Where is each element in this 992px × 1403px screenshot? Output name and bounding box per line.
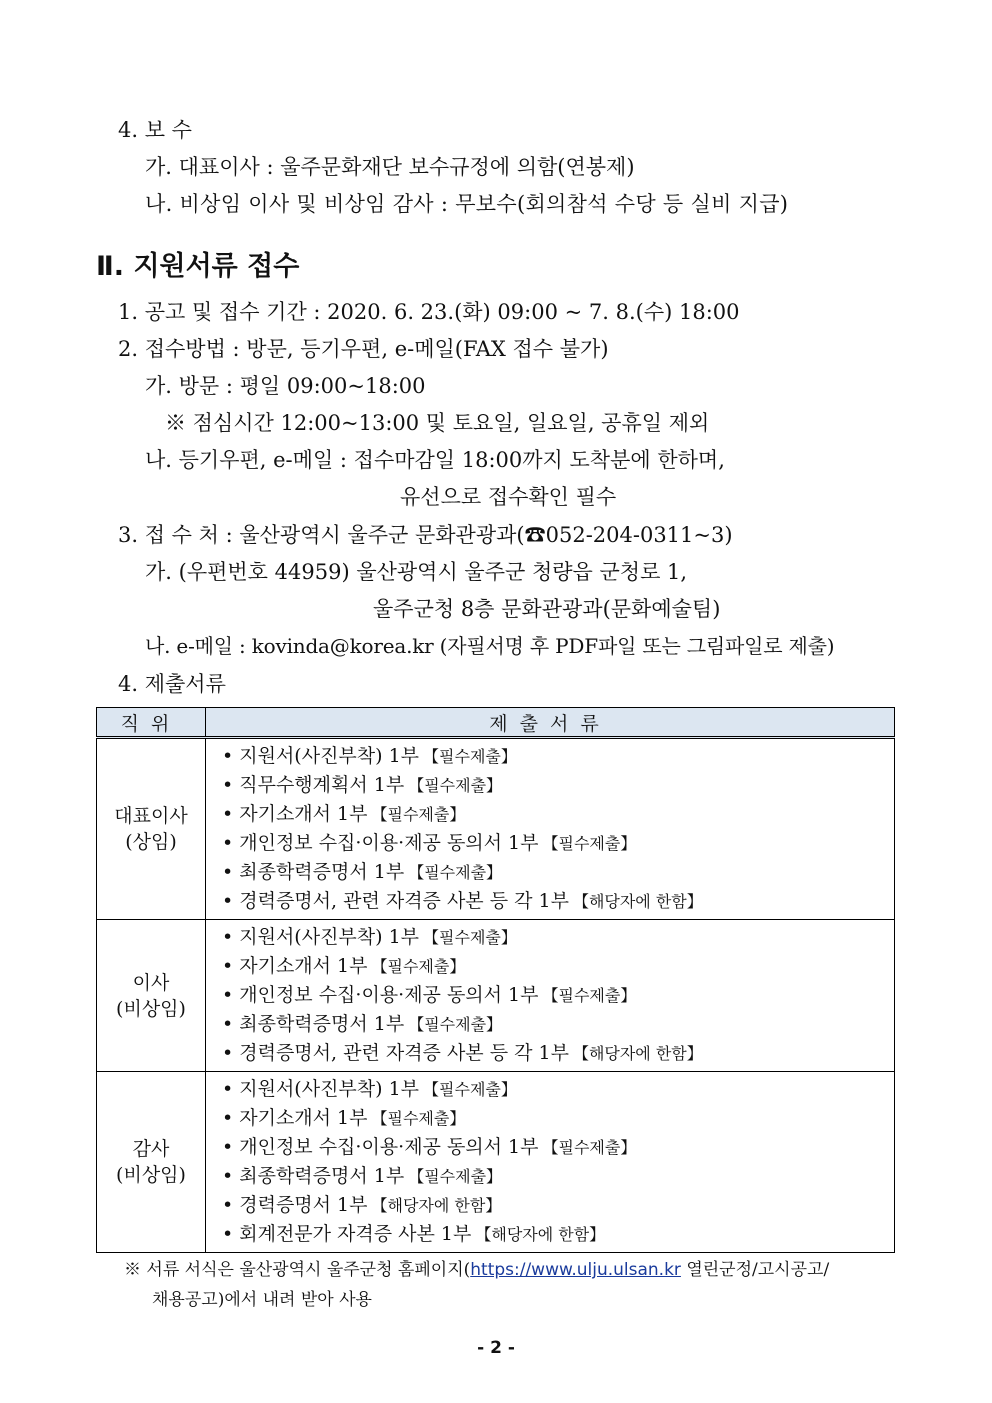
- footnote-line-1: [124, 1256, 829, 1284]
- list-item: • 경력증명서, 관련 자격증 사본 등 각 1부 【해당자에 한함】: [222, 1042, 703, 1064]
- documents-title: 4. 제출서류: [118, 672, 226, 696]
- list-item: • 경력증명서 1부 【해당자에 한함】: [222, 1194, 502, 1216]
- homepage-link[interactable]: https://www.ulju.ulsan.kr: [470, 1260, 681, 1280]
- page-number: - 2 -: [477, 1338, 515, 1358]
- salary-item-nonexec: 나. 비상임 이사 및 비상임 감사 : 무보수(회의참석 수당 등 실비 지급): [145, 192, 789, 216]
- table-header: [97, 708, 895, 738]
- position-name: 이사: [132, 971, 170, 994]
- position-cell: [97, 738, 206, 920]
- list-item: • 회계전문가 자격증 사본 1부 【해당자에 한함】: [222, 1223, 606, 1245]
- position-name: 대표이사: [114, 805, 188, 827]
- position-cell: [97, 1072, 206, 1253]
- method-title: 2. 접수방법 : 방문, 등기우편, e-메일(FAX 접수 불가): [118, 337, 609, 361]
- method-note: ※ 점심시간 12:00~13:00 및 토요일, 일요일, 공휴일 제외: [165, 411, 710, 435]
- office-title: 3. 접 수 처 : 울산광역시 울주군 문화관광과(☎052-204-0311~3): [118, 523, 733, 547]
- list-item: • 개인정보 수집·이용·제공 동의서 1부 【필수제출】: [222, 984, 637, 1006]
- section-title-salary: 4. 보 수: [118, 118, 192, 142]
- list-item: • 최종학력증명서 1부 【필수제출】: [222, 1165, 503, 1187]
- section-heading: Ⅱ. 지원서류 접수: [96, 251, 300, 282]
- footnote-text: ※ 서류 서식은 울산광역시 울주군청 홈페이지(: [124, 1260, 471, 1280]
- list-item: • 자기소개서 1부 【필수제출】: [222, 803, 466, 825]
- position-type: (상임): [125, 831, 177, 853]
- list-item: • 자기소개서 1부 【필수제출】: [222, 955, 466, 977]
- documents-cell: [206, 738, 895, 920]
- list-item: • 지원서(사진부착) 1부 【필수제출】: [222, 1078, 517, 1100]
- office-email: 나. e-메일 : kovinda@korea.kr (자필서명 후 PDF파일 또는 그림파일로 제출): [145, 634, 835, 658]
- position-type: (비상임): [116, 997, 186, 1020]
- position-cell: [97, 920, 206, 1072]
- list-item: • 지원서(사진부착) 1부 【필수제출】: [222, 745, 517, 767]
- header-documents: 제출서류: [206, 708, 895, 738]
- position-type: (비상임): [116, 1164, 186, 1186]
- list-item: • 직무수행계획서 1부 【필수제출】: [222, 774, 503, 796]
- method-mail-1: 나. 등기우편, e-메일 : 접수마감일 18:00까지 도착분에 한하며,: [145, 448, 725, 472]
- method-visit: 가. 방문 : 평일 09:00~18:00: [145, 374, 426, 398]
- list-item: • 개인정보 수집·이용·제공 동의서 1부 【필수제출】: [222, 832, 637, 854]
- list-item: • 경력증명서, 관련 자격증 사본 등 각 1부 【해당자에 한함】: [222, 890, 703, 912]
- list-item: • 최종학력증명서 1부 【필수제출】: [222, 1013, 503, 1035]
- period-line: 1. 공고 및 접수 기간 : 2020. 6. 23.(화) 09:00 ~ 7. 8.(수) 18:00: [118, 300, 740, 324]
- documents-cell: [206, 920, 895, 1072]
- office-address-1: 가. (우편번호 44959) 울산광역시 울주군 청량읍 군청로 1,: [145, 560, 688, 584]
- method-mail-2: 유선으로 접수확인 필수: [400, 485, 617, 509]
- salary-item-ceo: 가. 대표이사 : 울주문화재단 보수규정에 의함(연봉제): [145, 155, 635, 179]
- office-address-2: 울주군청 8층 문화관광과(문화예술팀): [373, 597, 721, 621]
- documents-table: [96, 707, 895, 1253]
- header-position: 직위: [97, 708, 206, 738]
- list-item: • 자기소개서 1부 【필수제출】: [222, 1107, 466, 1129]
- table-row: [97, 920, 895, 1072]
- footnote-line-2: 채용공고)에서 내려 받아 사용: [152, 1290, 372, 1310]
- footnote-path: 열린군정/고시공고/: [680, 1260, 830, 1280]
- list-item: • 개인정보 수집·이용·제공 동의서 1부 【필수제출】: [222, 1136, 637, 1158]
- table-row: [97, 1072, 895, 1253]
- list-item: • 최종학력증명서 1부 【필수제출】: [222, 861, 503, 883]
- position-name: 감사: [132, 1138, 170, 1160]
- table-row: [97, 738, 895, 920]
- documents-cell: [206, 1072, 895, 1253]
- list-item: • 지원서(사진부착) 1부 【필수제출】: [222, 926, 517, 948]
